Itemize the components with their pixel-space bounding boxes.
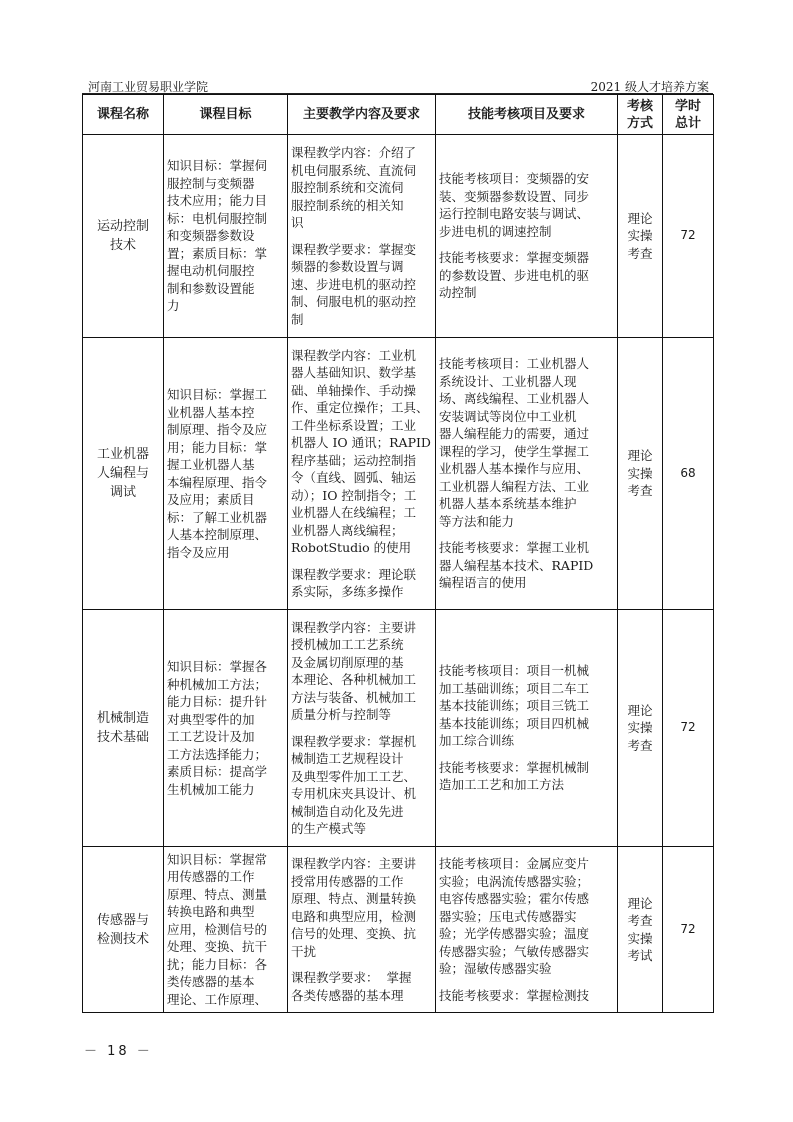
col-header-goal: 课程目标: [164, 95, 288, 135]
table-row: [83, 847, 714, 1013]
teaching-content: 课程教学内容：工业机 器人基础知识、数学基 础、单轴操作、手动操 作、重定位操作；工具、 工件坐标系设置；工业 机器人 IO 通讯；RAPID 程序基础；运动控制指 令（直线、圆弧、轴运 动）；IO 控制指令；工 业机器人在线编程；工 业机器人离线编程； RobotStudio 的使用: [291, 347, 431, 555]
col-header-method: 考核 方式: [618, 95, 663, 135]
course-name: 传感器与 检测技术: [83, 847, 164, 1013]
teaching-requirement: 课程教学要求： 掌握 各类传感器的基本理: [291, 970, 412, 1003]
skill-requirement: 技能考核要求：掌握工业机 器人编程基本技术、RAPID 编程语言的使用: [439, 540, 594, 591]
skill-cell: [436, 610, 618, 847]
skill-requirement: 技能考核要求：掌握机械制 造加工工艺和加工方法: [439, 759, 590, 793]
skill-items: 技能考核项目：变频器的安 装、变频器参数设置、同步 运行控制电路安装与调试、 步进电机的调速控制: [439, 171, 590, 239]
total-hours: 72: [663, 610, 714, 847]
assessment-method: 理论 实操 考查: [618, 610, 663, 847]
teaching-content: 课程教学内容：介绍了 机电伺服系统、直流伺 服控制系统和交流伺 服控制系统的相关知 识: [291, 145, 417, 230]
col-header-skill: 技能考核项目及要求: [436, 95, 618, 135]
total-hours: 72: [663, 135, 714, 338]
skill-cell: [436, 847, 618, 1013]
page-header: [82, 78, 713, 92]
skill-requirement: 技能考核要求：掌握检测技: [439, 987, 590, 1003]
col-header-name: 课程名称: [83, 95, 164, 135]
course-name: 工业机器 人编程与 调试: [83, 338, 164, 610]
course-goal: 知识目标：掌握各 种机械加工方法； 能力目标：提升针 对典型零件的加 工工艺设计及加 工方法选择能力； 素质目标：提高学 生机械加工能力: [164, 610, 288, 847]
course-goal: 知识目标：掌握常 用传感器的工作 原理、特点、测量 转换电路和典型 应用，检测信号的 处理、变换、抗干 扰；能力目标：各 类传感器的基本 理论、工作原理、: [164, 847, 288, 1013]
assessment-method: 理论 实操 考查: [618, 135, 663, 338]
institution-name: 河南工业贸易职业学院: [88, 80, 209, 94]
col-header-content: 主要教学内容及要求: [288, 95, 436, 135]
table-row: [83, 610, 714, 847]
page-number: － 18 －: [84, 1044, 153, 1059]
teaching-content: 课程教学内容：主要讲 授常用传感器的工作 原理、特点、测量转换 电路和典型应用，检测 信号的处理、变换、抗 干扰: [291, 856, 417, 959]
table-header-row: [83, 95, 714, 135]
course-name: 机械制造 技术基础: [83, 610, 164, 847]
total-hours: 68: [663, 338, 714, 610]
teaching-requirement: 课程教学要求：掌握变 频器的参数设置与调 速、步进电机的驱动控 制、伺服电机的驱动控 制: [291, 241, 417, 327]
skill-cell: [436, 135, 618, 338]
teaching-requirement: 课程教学要求：掌握机 械制造工艺规程设计 及典型零件加工工艺、 专用机床夹具设计、机 械制造自动化及先进 的生产模式等: [291, 733, 417, 836]
skill-cell: [436, 338, 618, 610]
course-table: [82, 94, 714, 1013]
skill-requirement: 技能考核要求：掌握变频器 的参数设置、步进电机的驱 动控制: [439, 250, 590, 301]
teaching-requirement: 课程教学要求：理论联 系实际，多练多操作: [291, 566, 417, 599]
course-content-cell: [288, 135, 436, 338]
course-content-cell: [288, 847, 436, 1013]
course-goal: 知识目标：掌握工 业机器人基本控 制原理、指令及应 用；能力目标：掌 握工业机器人基 本编程原理、指令 及应用；素质目 标：了解工业机器 人基本控制原理、 指令及应用: [164, 338, 288, 610]
course-content-cell: [288, 610, 436, 847]
total-hours: 72: [663, 847, 714, 1013]
assessment-method: 理论 实操 考查: [618, 338, 663, 610]
teaching-content: 课程教学内容：主要讲 授机械加工工艺系统 及金属切削原理的基 本理论、各种机械加工 方法与装备、机械加工 质量分析与控制等: [291, 619, 417, 722]
course-name: 运动控制 技术: [83, 135, 164, 338]
assessment-method: 理论 考查 实操 考试: [618, 847, 663, 1013]
document-title: 2021 级人才培养方案: [590, 80, 709, 94]
skill-items: 技能考核项目：工业机器人 系统设计、工业机器人现 场、离线编程、工业机器人 安装调试等岗位中工业机 器人编程能力的需要，通过 课程的学习，使学生掌握工 业机器人基本操作与应用、 工业机器人编程方法、工业 机器人基本系统基本维护 等方法和能力: [439, 356, 590, 529]
table-row: [83, 338, 714, 610]
course-content-cell: [288, 338, 436, 610]
table-row: [83, 135, 714, 338]
course-goal: 知识目标：掌握伺 服控制与变频器 技术应用；能力目 标：电机伺服控制 和变频器参数设 置；素质目标：掌 握电动机伺服控 制和参数设置能 力: [164, 135, 288, 338]
skill-items: 技能考核项目：金属应变片 实验；电涡流传感器实验； 电容传感器实验；霍尔传感 器实验；压电式传感器实 验；光学传感器实验；温度 传感器实验；气敏传感器实 验；湿敏传感器实验: [439, 856, 590, 976]
col-header-hours: 学时 总计: [663, 95, 714, 135]
skill-items: 技能考核项目：项目一机械 加工基础训练；项目二车工 基本技能训练；项目三铣工 基本技能训练；项目四机械 加工综合训练: [439, 663, 590, 749]
